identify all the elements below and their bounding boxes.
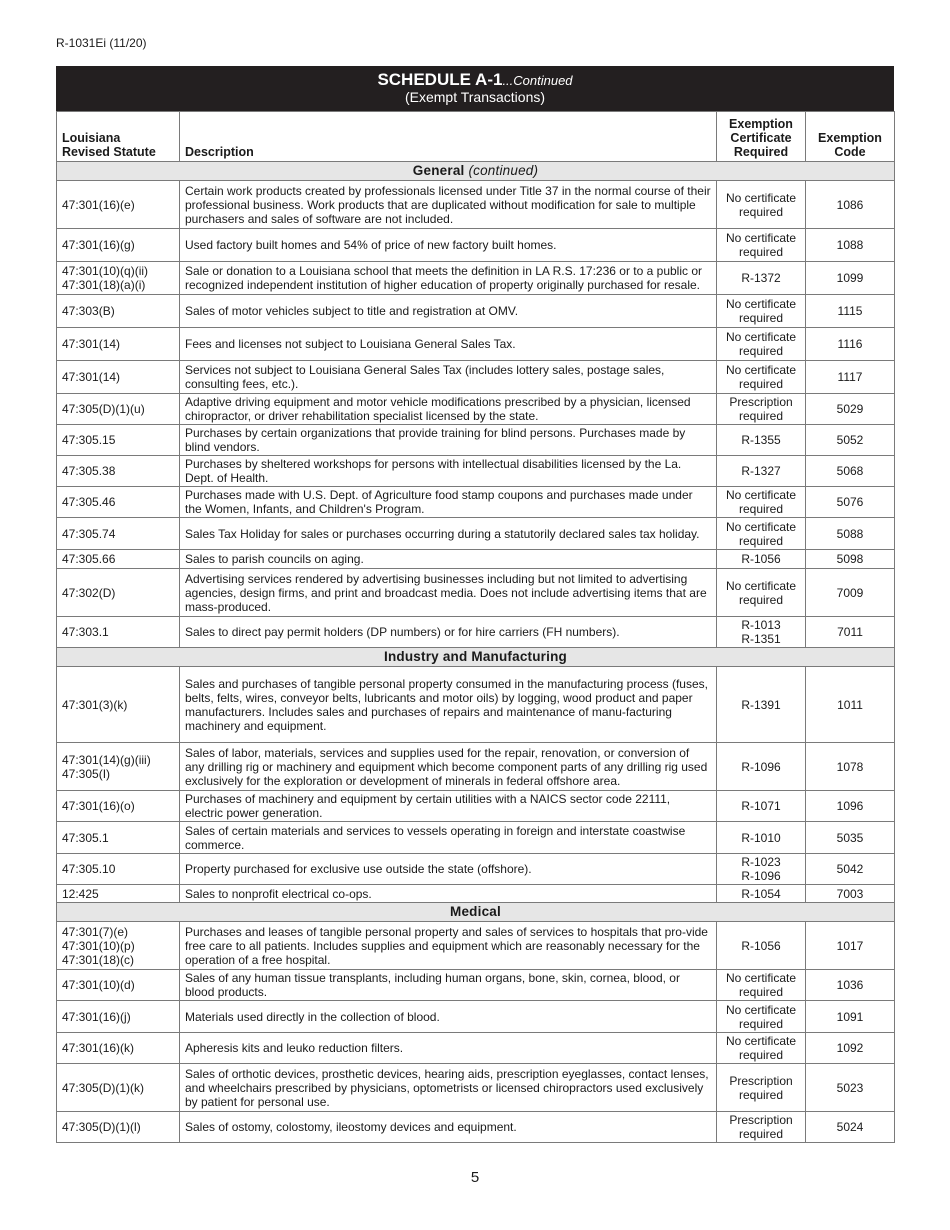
statute-cell [57,328,180,361]
statute-text: 47:301(16)(o) [62,799,135,813]
certificate-text: R-1327 [741,464,781,478]
table-row [57,1064,895,1112]
certificate-cell [717,456,806,487]
statute-text: 47:303.1 [62,625,109,639]
statute-text: 47:305(I) [62,766,111,781]
statute-cell [57,1064,180,1112]
exemption-code-cell: 1078 [806,743,895,791]
description-cell: Sales of any human tissue transplants, including human organs, bone, skin, cornea, blood, or blood products. [180,970,717,1001]
statute-cell [57,1112,180,1143]
section-title [57,162,895,181]
statute-text: 47:301(10)(p) [62,938,135,953]
certificate-cell [717,550,806,569]
exemption-code-cell: 1099 [806,262,895,295]
exemption-code-cell: 1096 [806,791,895,822]
certificate-text: R-1013 [741,618,781,632]
certificate-text: No certificate [725,363,797,377]
certificate-cell [717,1064,806,1112]
table-header-row [57,112,895,162]
table-row [57,1112,895,1143]
exemption-code-cell: 1088 [806,229,895,262]
schedule-continued: ...Continued [502,73,573,88]
table-row [57,885,895,903]
description-cell: Fees and licenses not subject to Louisiana General Sales Tax. [180,328,717,361]
statute-text: 47:305.10 [62,862,116,876]
table-body [57,162,895,1143]
certificate-text: required [738,344,784,358]
certificate-cell [717,394,806,425]
certificate-cell [717,569,806,617]
statute-text: 47:305.38 [62,464,116,478]
description-cell: Sales to parish councils on aging. [180,550,717,569]
exemption-code-cell: 5052 [806,425,895,456]
exemption-code-cell: 1091 [806,1001,895,1033]
header-certificate-line: Exemption [729,117,793,131]
description-cell: Sales of certain materials and services to vessels operating in foreign and interstate coastwise commerce. [180,822,717,854]
certificate-text: R-1023 [741,855,781,869]
table-row [57,617,895,648]
statute-text: 47:305.1 [62,830,109,845]
table-row [57,667,895,743]
description-cell: Sales Tax Holiday for sales or purchases occurring during a statutorily declared sales tax holiday. [180,518,717,550]
certificate-text: No certificate [725,297,797,311]
exemption-table [56,111,895,1143]
statute-cell [57,822,180,854]
table-row [57,295,895,328]
description-cell: Purchases by certain organizations that provide training for blind persons. Purchases made by blind vendors. [180,425,717,456]
table-row [57,262,895,295]
statute-cell [57,854,180,885]
table-row [57,1001,895,1033]
certificate-text: No certificate [725,190,797,205]
exemption-code-cell: 7011 [806,617,895,648]
certificate-text: required [738,204,784,219]
exemption-code-cell: 1117 [806,361,895,394]
certificate-cell [717,487,806,518]
exemption-code-cell: 5024 [806,1112,895,1143]
table-row [57,328,895,361]
certificate-cell [717,518,806,550]
statute-text: 47:301(14)(g)(iii) [62,752,151,767]
table-row [57,456,895,487]
exemption-code-cell: 5042 [806,854,895,885]
header-code [806,112,895,162]
statute-cell [57,394,180,425]
statute-text: 47:301(14) [62,370,121,384]
header-statute-line: Louisiana [62,131,121,145]
certificate-text: No certificate [725,330,797,344]
statute-cell [57,518,180,550]
exemption-code-cell: 1116 [806,328,895,361]
statute-cell [57,262,180,295]
certificate-cell [717,425,806,456]
table-row [57,181,895,229]
certificate-text: No certificate [725,519,797,534]
statute-cell [57,487,180,518]
section-header-row [57,648,895,667]
exemption-code-cell: 5098 [806,550,895,569]
certificate-cell [717,1001,806,1033]
exemption-code-cell: 1092 [806,1033,895,1064]
certificate-cell [717,854,806,885]
statute-cell [57,922,180,970]
certificate-text: required [738,409,784,423]
description-cell: Used factory built homes and 54% of price of new factory built homes. [180,229,717,262]
certificate-text: required [738,502,784,516]
description-cell: Sales to nonprofit electrical co-ops. [180,885,717,903]
certificate-text: Prescription [729,1073,793,1088]
description-cell: Purchases of machinery and equipment by certain utilities with a NAICS sector code 22111, electric power generation. [180,791,717,822]
schedule-banner [56,66,894,111]
certificate-text: required [738,245,784,259]
section-title-text: Industry and Manufacturing [384,649,567,664]
header-code-line: Code [834,145,866,159]
schedule-title-line [56,71,894,89]
statute-text: 47:301(16)(g) [62,238,135,252]
section-header-row [57,162,895,181]
statute-text: 47:301(7)(e) [62,924,129,939]
description-cell: Purchases by sheltered workshops for persons with intellectual disabilities licensed by the La. Dept. of Health. [180,456,717,487]
statute-cell [57,456,180,487]
statute-text: 47:302(D) [62,585,116,600]
statute-cell [57,743,180,791]
certificate-text: required [738,1127,784,1141]
description-cell: Purchases and leases of tangible personal property and sales of services to hospitals that pro-vide free care to all patients. Includes supplies and equipment which are reasonably necessary for the operation of a free hospital. [180,922,717,970]
description-cell: Services not subject to Louisiana General Sales Tax (includes lottery sales, postage sales, consulting fees, etc.). [180,361,717,394]
section-title [57,903,895,922]
certificate-text: required [738,311,784,325]
certificate-text: R-1372 [741,271,781,285]
certificate-cell [717,1033,806,1064]
statute-text: 47:301(18)(a)(i) [62,278,146,292]
certificate-text: No certificate [725,488,797,502]
certificate-text: Prescription [729,1113,793,1127]
statute-text: 47:301(16)(j) [62,1009,131,1024]
statute-cell [57,885,180,903]
certificate-text: required [738,533,784,548]
certificate-cell [717,328,806,361]
table-row [57,487,895,518]
certificate-text: required [738,592,784,607]
form-id: R-1031Ei (11/20) [56,36,147,50]
description-cell: Sales of labor, materials, services and supplies used for the repair, renovation, or conversion of any drilling rig or machinery and equipment which become component parts of any drilling rig used exclusively for the exploration or development of minerals in federal offshore area. [180,743,717,791]
certificate-text: R-1096 [741,869,781,883]
statute-text: 47:305.66 [62,552,116,566]
description-cell: Sales of ostomy, colostomy, ileostomy devices and equipment. [180,1112,717,1143]
exemption-code-cell: 1115 [806,295,895,328]
statute-cell [57,667,180,743]
description-cell: Sales of orthotic devices, prosthetic devices, hearing aids, prescription eyeglasses, contact lenses, and wheelchairs prescribed by physicians, optometrists or licensed chiropractors used exclusively by patient for personal use. [180,1064,717,1112]
certificate-text: required [738,985,784,999]
table-row [57,791,895,822]
description-cell: Sales to direct pay permit holders (DP numbers) or for hire carriers (FH numbers). [180,617,717,648]
certificate-text: R-1054 [741,886,781,901]
table-row [57,518,895,550]
certificate-cell [717,791,806,822]
header-certificate-line: Required [733,145,789,159]
description-cell: Materials used directly in the collection of blood. [180,1001,717,1033]
schedule-subtitle: (Exempt Transactions) [404,89,546,105]
certificate-text: R-1056 [741,552,781,566]
certificate-text: R-1071 [741,799,781,813]
statute-cell [57,361,180,394]
table-row [57,569,895,617]
exemption-code-cell: 1011 [806,667,895,743]
certificate-text: No certificate [725,971,797,985]
certificate-cell [717,262,806,295]
statute-text: 47:301(14) [62,337,121,351]
header-statute-line: Revised Statute [62,145,156,159]
table-row [57,922,895,970]
description-cell: Certain work products created by professionals licensed under Title 37 in the normal course of their professional business. Work products that are duplicated without modification for sale to multiple purchasers and sales of software are not included. [180,181,717,229]
certificate-text: required [738,377,784,391]
exemption-code-cell: 5088 [806,518,895,550]
certificate-text: No certificate [725,578,797,593]
table-row [57,743,895,791]
certificate-text: required [738,1048,784,1062]
certificate-text: No certificate [725,1002,797,1017]
table-row [57,854,895,885]
statute-cell [57,1001,180,1033]
exemption-code-cell: 5068 [806,456,895,487]
certificate-cell [717,922,806,970]
certificate-cell [717,970,806,1001]
section-title-text: General [412,163,465,178]
table-row [57,970,895,1001]
description-cell: Purchases made with U.S. Dept. of Agriculture food stamp coupons and purchases made under the Women, Infants, and Children's Program. [180,487,717,518]
description-cell: Sale or donation to a Louisiana school that meets the definition in LA R.S. 17:236 or to a public or recognized independent institution of higher education of property originally purchased for resale. [180,262,717,295]
description-cell: Advertising services rendered by advertising businesses including but not limited to advertising agencies, design firms, and print and broadcast media. Does not include advertising items that are mass-produced. [180,569,717,617]
certificate-text: Prescription [729,395,793,409]
certificate-text: No certificate [725,231,797,245]
certificate-cell [717,229,806,262]
statute-text: 47:305.15 [62,433,116,447]
certificate-text: R-1351 [741,632,781,646]
exemption-code-cell: 5023 [806,1064,895,1112]
statute-text: 47:301(18)(c) [62,952,135,967]
exemption-code-cell: 7003 [806,885,895,903]
header-code-line: Exemption [818,131,882,145]
statute-cell [57,229,180,262]
statute-cell [57,295,180,328]
certificate-cell [717,822,806,854]
statute-text: 47:303(B) [62,304,115,318]
exemption-code-cell: 7009 [806,569,895,617]
statute-cell [57,970,180,1001]
header-certificate-line: Certificate [730,131,792,145]
certificate-text: required [738,1016,784,1031]
statute-text: 47:301(16)(e) [62,197,135,212]
exemption-code-cell: 5076 [806,487,895,518]
statute-text: 47:305(D)(1)(l) [62,1120,141,1134]
statute-text: 47:305.46 [62,495,116,509]
certificate-cell [717,743,806,791]
statute-cell [57,550,180,569]
header-description: Description [180,112,717,162]
description-cell: Apheresis kits and leuko reduction filters. [180,1033,717,1064]
certificate-cell [717,361,806,394]
table-row [57,361,895,394]
certificate-cell [717,295,806,328]
certificate-text: No certificate [725,1034,797,1048]
table-row [57,425,895,456]
certificate-text: required [738,1087,784,1102]
statute-cell [57,1033,180,1064]
exemption-code-cell: 1086 [806,181,895,229]
statute-text: 47:301(3)(k) [62,697,128,712]
statute-cell [57,425,180,456]
table-row [57,550,895,569]
exemption-code-cell: 1017 [806,922,895,970]
statute-text: 12:425 [62,886,99,901]
certificate-cell [717,617,806,648]
table-row [57,822,895,854]
section-header-row [57,903,895,922]
exemption-code-cell: 1036 [806,970,895,1001]
header-certificate [717,112,806,162]
section-title-text: Medical [450,904,501,919]
certificate-cell [717,885,806,903]
statute-cell [57,791,180,822]
certificate-text: R-1391 [741,697,781,712]
statute-text: 47:305(D)(1)(u) [62,402,145,416]
certificate-text: R-1355 [741,433,781,447]
certificate-cell [717,181,806,229]
certificate-cell [717,667,806,743]
statute-cell [57,617,180,648]
description-cell: Sales of motor vehicles subject to title and registration at OMV. [180,295,717,328]
description-cell: Sales and purchases of tangible personal property consumed in the manufacturing process (fuses, belts, felts, wires, conveyor belts, lubricants and motor oils) by logging, wood product and paper manufacturers. Includes sales and purchases of repairs and maintenance of manu-facturing machinery and equipment. [180,667,717,743]
statute-text: 47:301(10)(d) [62,978,135,992]
page-number: 5 [470,1169,480,1186]
statute-cell [57,569,180,617]
statute-text: 47:301(10)(q)(ii) [62,264,149,278]
certificate-text: R-1096 [741,759,781,774]
certificate-cell [717,1112,806,1143]
exemption-code-cell: 5035 [806,822,895,854]
statute-cell [57,181,180,229]
certificate-text: R-1010 [741,830,781,845]
description-cell: Property purchased for exclusive use outside the state (offshore). [180,854,717,885]
table-row [57,229,895,262]
table-row [57,394,895,425]
statute-text: 47:305(D)(1)(k) [62,1080,145,1095]
table-row [57,1033,895,1064]
exemption-code-cell: 5029 [806,394,895,425]
description-cell: Adaptive driving equipment and motor vehicle modifications prescribed by a physician, licensed chiropractor, or driver rehabilitation specialist licensed by the state. [180,394,717,425]
statute-text: 47:305.74 [62,526,116,541]
header-statute [57,112,180,162]
section-title [57,648,895,667]
schedule-title: SCHEDULE A-1 [377,70,503,89]
section-title-suffix: (continued) [468,163,539,178]
certificate-text: R-1056 [741,938,781,953]
schedule-container [56,66,894,1143]
statute-text: 47:301(16)(k) [62,1041,135,1055]
